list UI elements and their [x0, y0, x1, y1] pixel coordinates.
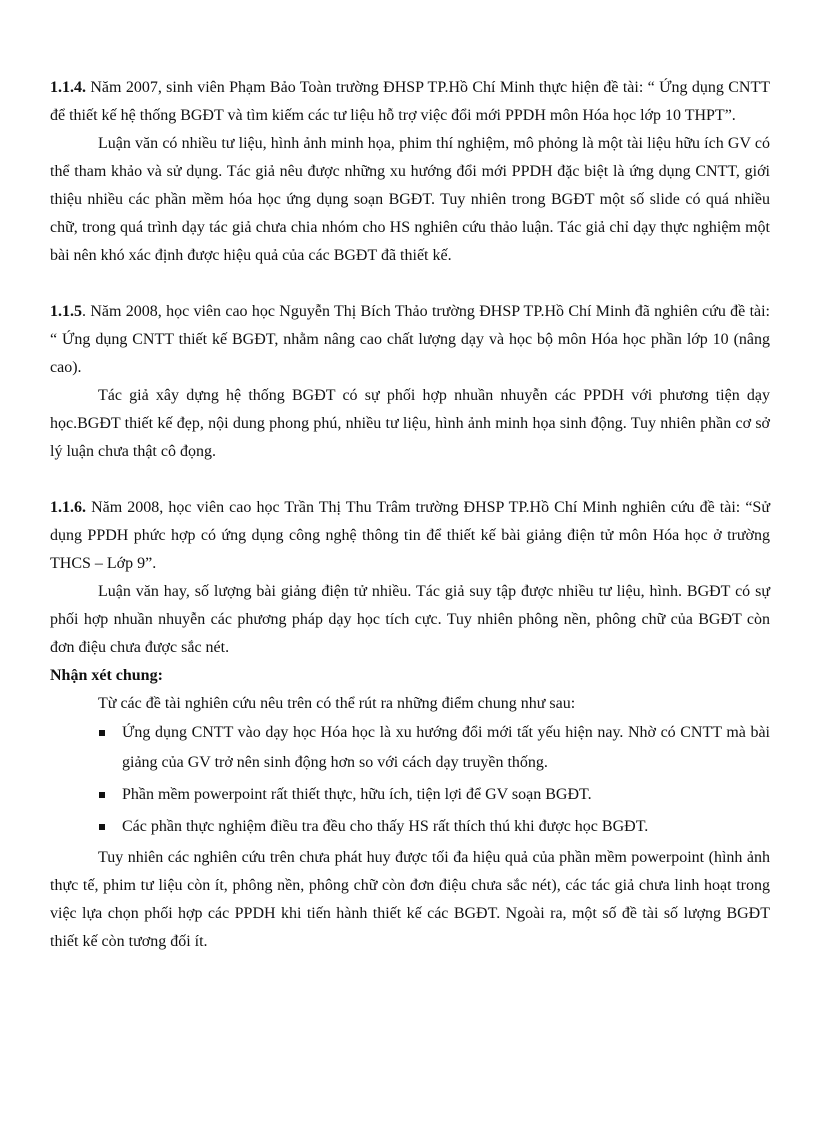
summary-conclusion: Tuy nhiên các nghiên cứu trên chưa phát huy được tối đa hiệu quả của phần mềm powerpoint (hình ảnh thực tế, phim tư liệu còn ít, phông nền, phông chữ còn đơn điệu chưa sắc nét), các tác giả chưa linh hoạt trong việc lựa chọn phối hợp các PPDH khi tiến hành thiết kế các BGĐT. Ngoài ra, một số đề tài số lượng BGĐT thiết kế còn tương đối ít. [50, 849, 770, 950]
summary-bullet-list [50, 718, 770, 842]
section-1-1-6-intro [50, 494, 770, 578]
section-intro-text: Năm 2008, học viên cao học Trần Thị Thu Trâm trường ĐHSP TP.Hồ Chí Minh nghiên cứu đề tài: “Sử dụng PPDH phức hợp có ứng dụng công nghệ thông tin để thiết kế bài giảng điện tử môn Hóa học ở trường THCS – Lớp 9”. [50, 499, 770, 572]
list-item [122, 780, 770, 810]
bullet-text: Phần mềm powerpoint rất thiết thực, hữu ích, tiện lợi để GV soạn BGĐT. [122, 786, 592, 803]
list-item [122, 718, 770, 778]
bullet-text: Các phần thực nghiệm điều tra đều cho thấy HS rất thích thú khi được học BGĐT. [122, 818, 649, 835]
section-intro-text: Năm 2007, sinh viên Phạm Bảo Toàn trường ĐHSP TP.Hồ Chí Minh thực hiện đề tài: “ Ứng dụng CNTT để thiết kế hệ thống BGĐT và tìm kiếm các tư liệu hỗ trợ việc đổi mới PPDH môn Hóa học lớp 10 THPT”. [50, 79, 770, 124]
section-1-1-5-body: Tác giả xây dựng hệ thống BGĐT có sự phối hợp nhuần nhuyễn các PPDH với phương tiện dạy học.BGĐT thiết kế đẹp, nội dung phong phú, nhiều tư liệu, hình ảnh minh họa sinh động. Tuy nhiên phần cơ sở lý luận chưa thật cô đọng. [50, 387, 770, 460]
document-page [50, 74, 770, 956]
section-1-1-4-heading: 1.1.4. [50, 79, 86, 96]
square-bullet-icon [99, 792, 105, 798]
summary-heading: Nhận xét chung: [50, 667, 163, 684]
bullet-text: Ứng dụng CNTT vào dạy học Hóa học là xu hướng đổi mới tất yếu hiện nay. Nhờ có CNTT mà bài giảng của GV trở nên sinh động hơn so với cách dạy truyền thống. [122, 724, 770, 771]
section-1-1-4-body: Luận văn có nhiều tư liệu, hình ảnh minh họa, phim thí nghiệm, mô phỏng là một tài liệu hữu ích GV có thể tham khảo và sử dụng. Tác giả nêu được những xu hướng đổi mới PPDH đặc biệt là ứng dụng CNTT, giới thiệu nhiều các phần mềm hóa học ứng dụng soạn BGĐT. Tuy nhiên trong BGĐT một số slide có quá nhiều chữ, trong quá trình dạy tác giả chưa chia nhóm cho HS nghiên cứu thảo luận. Tác giả chỉ dạy thực nghiệm một bài nên khó xác định được hiệu quả của các BGĐT đã thiết kế. [50, 135, 770, 264]
section-1-1-5-heading: 1.1.5 [50, 303, 82, 320]
summary-lead: Từ các đề tài nghiên cứu nêu trên có thể rút ra những điểm chung như sau: [98, 695, 576, 712]
list-item [122, 812, 770, 842]
square-bullet-icon [99, 824, 105, 830]
section-1-1-4-intro [50, 74, 770, 130]
section-1-1-6-body: Luận văn hay, số lượng bài giảng điện tử nhiều. Tác giả suy tập được nhiều tư liệu, hình. BGĐT có sự phối hợp nhuần nhuyễn các phương pháp dạy học tích cực. Tuy nhiên phông nền, phông chữ của BGĐT còn đơn điệu chưa được sắc nét. [50, 583, 770, 656]
section-intro-text: . Năm 2008, học viên cao học Nguyễn Thị Bích Thảo trường ĐHSP TP.Hồ Chí Minh đã nghiên cứu đề tài: “ Ứng dụng CNTT thiết kế BGĐT, nhằm nâng cao chất lượng dạy và học bộ môn Hóa học phần lớp 10 (nâng cao). [50, 303, 770, 376]
square-bullet-icon [99, 730, 105, 736]
section-1-1-6-heading: 1.1.6. [50, 499, 86, 516]
section-1-1-5-intro [50, 298, 770, 382]
